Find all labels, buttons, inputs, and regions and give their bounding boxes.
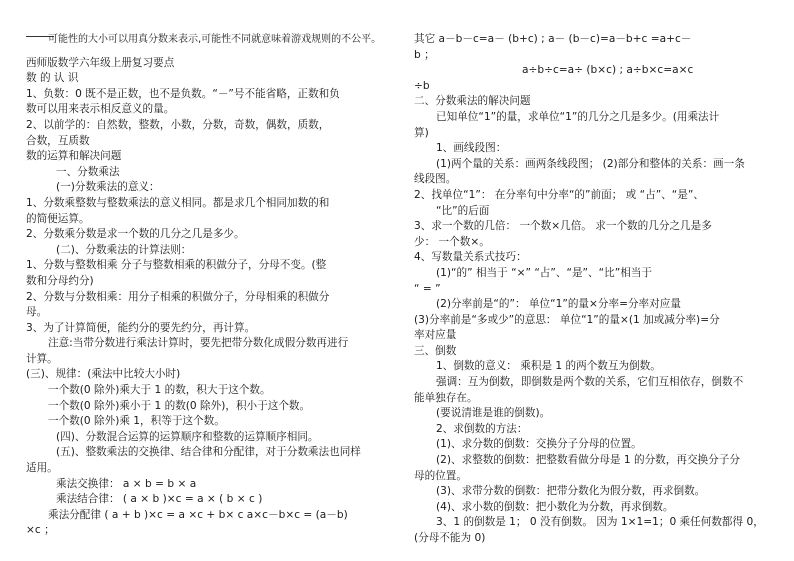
- left-line-15: 1、分数与整数相乘 分子与整数相乘的积做分子，分母不变。(整: [26, 259, 327, 272]
- right-line-18: (3)分率前是“多或少”的意思： 单位“1”的量×(1 加或减分率)=分: [414, 313, 720, 326]
- left-line-7: 合数，互质数: [26, 134, 90, 147]
- left-line-21: 计算。: [26, 352, 58, 365]
- right-line-23: 能单独存在。: [414, 391, 478, 404]
- left-line-13: 2、分数乘分数是求一个数的几分之几是多少。: [26, 228, 245, 241]
- left-line-22: (三)、规律：(乘法中比较大小时): [26, 368, 181, 381]
- right-line-2: a÷b÷c=a÷ (b×c) ; a÷b×c=a×c: [522, 64, 694, 77]
- left-line-3: 数 的 认 识: [26, 72, 79, 85]
- right-line-20: 三、倒数: [414, 344, 457, 357]
- left-line-19: 3、为了计算简便，能约分的要先约分，再计算。: [26, 321, 256, 334]
- right-line-9: 线段图。: [414, 173, 457, 186]
- right-line-11: “比”的后面: [436, 204, 490, 217]
- right-line-29: (3)、求带分数的倒数：把带分数化为假分数，再求倒数。: [436, 485, 706, 498]
- right-line-7: 1、画线段图：: [436, 142, 507, 155]
- left-line-25: 一个数(0 除外)乘 1，积等于这个数。: [48, 415, 225, 428]
- left-line-10: (一)分数乘法的意义：: [56, 181, 160, 194]
- right-line-0: 其它 a－b－c=a－ (b+c) ; a－ (b－c)=a－b+c =a+c－: [414, 33, 692, 45]
- right-line-31: 3、1 的倒数是 1； 0 没有倒数。 因为 1×1=1；0 乘任何数都得 0，: [436, 516, 764, 529]
- left-line-26: (四)、分数混合运算的运算顺序和整数的运算顺序相同。: [56, 430, 319, 443]
- right-line-12: 3、求一个数的几倍： 一个数×几倍。 求一个数的几分之几是多: [414, 220, 712, 233]
- right-line-19: 率对应量: [414, 329, 457, 342]
- left-line-29: 乘法交换律： a × b = b × a: [56, 477, 197, 490]
- right-line-17: (2)分率前是“的”： 单位“1”的量×分率=分率对应量: [436, 298, 681, 311]
- left-line-8: 数的运算和解决问题: [26, 150, 122, 163]
- right-line-3: ÷b: [414, 79, 430, 92]
- left-line-23: 一个数(0 除外)乘大于 1 的数，积大于这个数。: [48, 384, 271, 397]
- left-line-0: 可能性的大小可以用真分数来表示,可能性不同就意味着游戏规则的不公平。: [48, 34, 382, 45]
- right-line-8: (1)两个量的关系：画两条线段图； (2)部分和整体的关系：画一条: [436, 157, 745, 170]
- right-line-15: (1)“的” 相当于 “×” “占”、“是”、“比”相当于: [436, 266, 652, 279]
- left-line-18: 母。: [26, 306, 48, 319]
- left-line-4: 1、负数：0 既不是正数，也不是负数。“－”号不能省略，正数和负: [26, 87, 340, 100]
- left-line-20: 注意:当带分数进行乘法计算时，要先把带分数化成假分数再进行: [48, 337, 349, 350]
- right-line-5: 已知单位“1”的量，求单位“1”的几分之几是多少。(用乘法计: [436, 110, 720, 123]
- left-line-2: 西师版数学六年级上册复习要点: [26, 56, 175, 69]
- left-line-11: 1、分数乘整数与整数乘法的意义相同。都是求几个相同加数的和: [26, 196, 330, 209]
- left-line-24: 一个数(0 除外)乘小于 1 的数(0 除外)，积小于这个数。: [48, 399, 311, 412]
- left-column: [26, 32, 394, 539]
- left-line-14: (二)、分数乘法的计算法则：: [56, 243, 192, 256]
- left-line-16: 数和分母约分): [26, 274, 94, 287]
- right-line-28: 母的位置。: [414, 469, 467, 482]
- left-line-31: 乘法分配律 ( a + b )×c = a ×c + b× c a×c－b×c = (a－b): [48, 508, 348, 521]
- right-line-24: (要说清谁是谁的倒数)。: [436, 407, 551, 420]
- right-line-10: 2、找单位“1”： 在分率句中分率“的”前面； 或 “占”、“是”、: [414, 188, 704, 201]
- right-line-16: “ = ”: [414, 282, 441, 295]
- right-line-30: (4)、求小数的倒数：把小数化为分数，再求倒数。: [436, 500, 674, 513]
- right-line-32: (分母不能为 0): [414, 532, 486, 544]
- left-line-1: [26, 48, 394, 56]
- right-line-22: 强调：互为倒数，即倒数是两个数的关系，它们互相依存，倒数不: [436, 376, 744, 389]
- left-line-12: 的简便运算。: [26, 212, 90, 225]
- right-line-25: 2、求倒数的方法：: [436, 422, 528, 435]
- left-line-32: ×c ；: [26, 524, 55, 537]
- left-line-30: 乘法结合律： ( a × b )×c = a × ( b × c ): [56, 493, 263, 506]
- right-line-6: 算): [414, 126, 429, 139]
- right-line-14: 4、写数量关系式技巧：: [414, 251, 527, 264]
- left-line-9: 一、分数乘法: [56, 165, 120, 178]
- right-line-21: 1、倒数的意义： 乘积是 1 的两个数互为倒数。: [436, 360, 661, 373]
- left-line-28: 适用。: [26, 462, 58, 475]
- left-line-27: (五)、整数乘法的交换律、结合律和分配律，对于分数乘法也同样: [56, 446, 361, 459]
- right-line-27: (2)、求整数的倒数：把整数看做分母是 1 的分数，再交换分子分: [436, 454, 740, 467]
- right-line-4: 二、分数乘法的解决问题: [414, 95, 531, 108]
- right-line-26: (1)、求分数的倒数：交换分子分母的位置。: [436, 438, 642, 451]
- left-line-5: 数可以用来表示相反意义的量。: [26, 103, 175, 116]
- left-line-17: 2、分数与分数相乘：用分子相乘的积做分子，分母相乘的积做分: [26, 290, 330, 303]
- left-line-6: 2、以前学的：自然数，整数，小数，分数，奇数，偶数，质数，: [26, 118, 330, 131]
- right-line-13: 少： 一个数×。: [414, 235, 490, 248]
- right-line-1: b ；: [414, 48, 435, 61]
- right-column: [414, 32, 774, 547]
